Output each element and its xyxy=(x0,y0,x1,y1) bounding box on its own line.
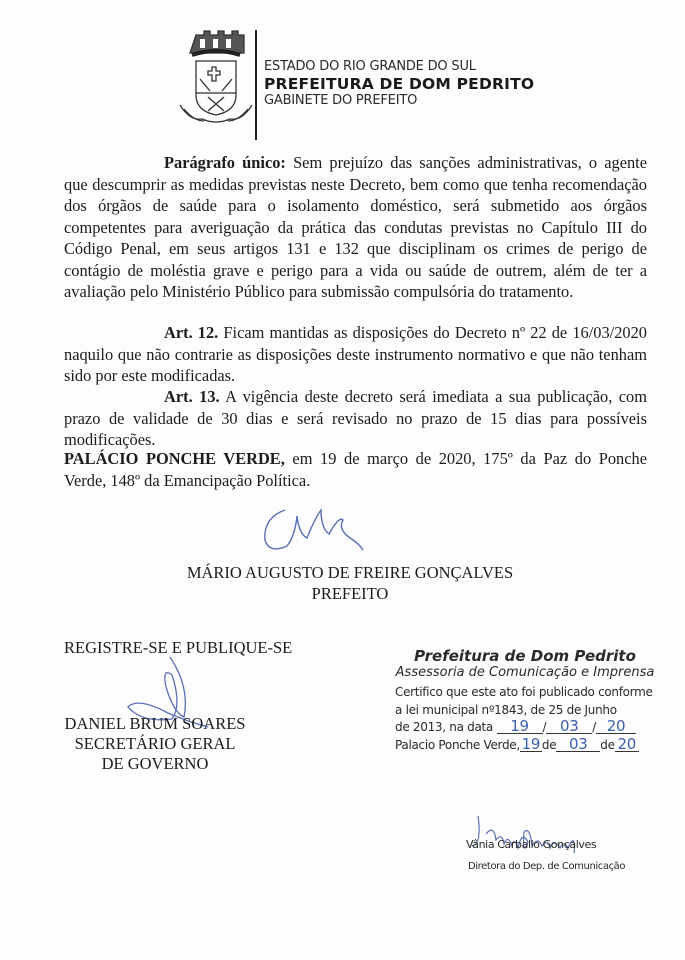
place-date-day: 19 xyxy=(521,734,541,753)
header-subtitle: GABINETE DO PREFEITO xyxy=(264,93,418,108)
publication-date-month: 03 xyxy=(546,719,592,734)
publication-stamp xyxy=(395,648,655,754)
stamp-line-3: de 2013, na data 19 / 03 / 20 xyxy=(395,719,655,737)
closing-label: PALÁCIO PONCHE VERDE, xyxy=(64,449,285,468)
stamp-title: Prefeitura de Dom Pedrito xyxy=(414,647,636,665)
place-date-month: 03 xyxy=(556,737,600,752)
header-title: PREFEITURA DE DOM PEDRITO xyxy=(264,75,535,93)
mayor-role: PREFEITO xyxy=(311,584,389,603)
closing-paragraph xyxy=(64,448,647,491)
director-role: Diretora do Dep. de Comunicação xyxy=(468,861,626,872)
closing-text: em 19 de março de 2020, 175º da Paz do Ponche Verde, 148º da Emancipação Política. xyxy=(64,449,647,490)
stamp-de-2: de xyxy=(600,737,615,752)
publication-date-year: 20 xyxy=(596,719,636,734)
secretary-role-line-2: DE GOVERNO xyxy=(101,754,209,773)
stamp-line-1: Certifico que este ato foi publicado conforme xyxy=(395,685,653,699)
director-name: Vânia Carballo Gonçalves xyxy=(466,838,597,851)
article-13-label: Art. 13. xyxy=(164,387,220,406)
paragrafo-unico-text: Sem prejuízo das sanções administrativas, o agente que descumprir as medidas previstas neste Decreto, bem como que tenha recomendação dos órgãos de saúde para o isolamento doméstico, será submetido aos órgãos competentes para averiguação da prática das condutas previstas no Capítulo III do Código Penal, em seus artigos 131 e 132 que disciplinam os crimes de perigo de contágio de moléstia grave e perigo para a vida ou saúde de outrem, além de ter a avaliação pelo Ministério Público para submissão compulsória do tratamento. xyxy=(64,153,647,301)
header-divider xyxy=(255,30,257,140)
header-state: ESTADO DO RIO GRANDE DO SUL xyxy=(264,59,476,74)
stamp-line-3-text: de 2013, na data xyxy=(395,720,493,734)
paragrafo-unico xyxy=(64,152,647,303)
article-13 xyxy=(64,386,647,451)
paragrafo-unico-label: Parágrafo único: xyxy=(164,153,286,172)
municipal-coat-of-arms-icon xyxy=(170,25,262,135)
register-publish-text: REGISTRE-SE E PUBLIQUE-SE xyxy=(64,638,293,657)
mayor-name: MÁRIO AUGUSTO DE FREIRE GONÇALVES xyxy=(186,563,514,582)
article-12-text: Ficam mantidas as disposições do Decreto nº 22 de 16/03/2020 naquilo que não contrarie as disposições deste instrumento normativo e que não tenham sido por este modificadas. xyxy=(64,323,647,385)
mayor-signature-block xyxy=(180,562,520,604)
article-12 xyxy=(64,322,647,387)
stamp-line-4 xyxy=(395,734,655,755)
article-13-text: A vigência deste decreto será imediata a sua publicação, com prazo de validade de 30 dias e será revisado no prazo de 15 dias para possíveis modificações. xyxy=(64,387,647,449)
stamp-line-4-text: Palacio Ponche Verde, xyxy=(395,737,520,752)
secretary-name: DANIEL BRUM SOARES xyxy=(64,714,246,733)
letterhead xyxy=(170,25,590,140)
place-date-year: 20 xyxy=(615,737,639,752)
stamp-subtitle: Assessoria de Comunicação e Imprensa xyxy=(395,665,655,680)
secretary-signature-block xyxy=(60,714,250,774)
stamp-de-1: de xyxy=(541,737,557,752)
mayor-signature-icon xyxy=(255,498,385,558)
article-12-label: Art. 12. xyxy=(164,323,219,342)
publication-date-day: 19 xyxy=(497,719,543,734)
stamp-line-2: a lei municipal nº1843, de 25 de Junho xyxy=(395,702,617,717)
header-text-block xyxy=(264,59,534,109)
secretary-role-line-1: SECRETÁRIO GERAL xyxy=(74,734,236,753)
